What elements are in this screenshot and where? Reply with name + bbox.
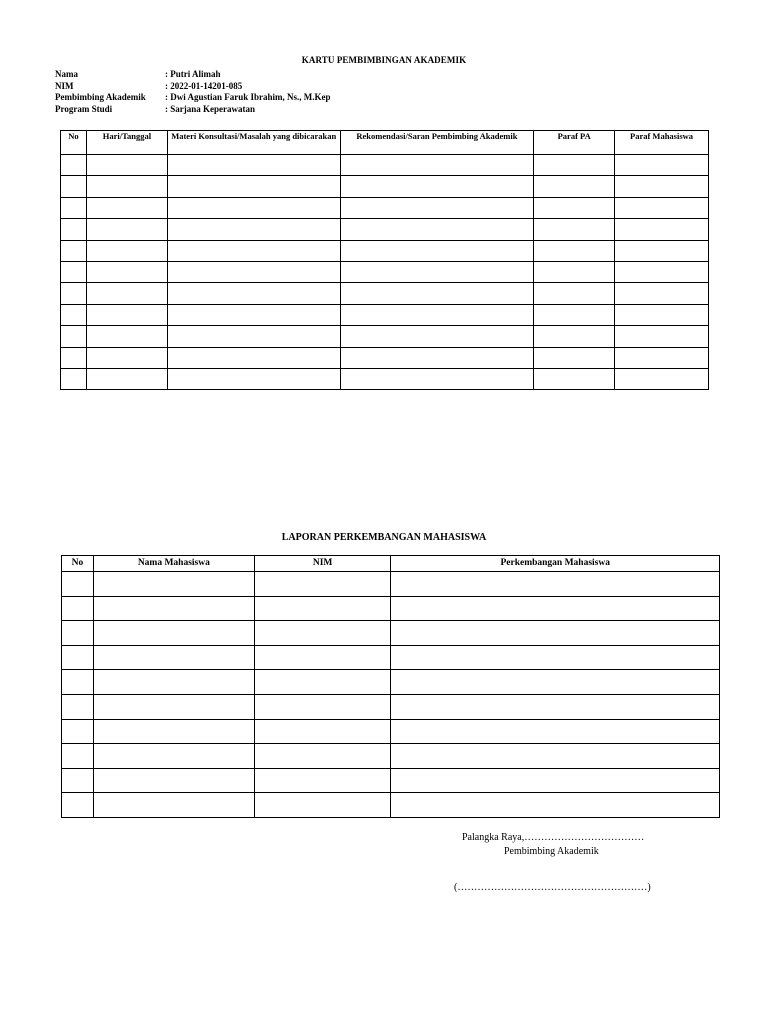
table-cell [615,326,709,347]
table-cell [254,694,391,719]
table-row [61,197,709,218]
table-cell [391,670,720,695]
table-cell [615,261,709,282]
report-title: LAPORAN PERKEMBANGAN MAHASISWA [281,532,487,543]
table-row [62,744,720,769]
table-cell [86,347,167,368]
info-value: : 2022-01-14201-085 [165,80,243,91]
table-cell [61,261,87,282]
table-cell [254,793,391,818]
table-cell [61,326,87,347]
info-value: : Dwi Agustian Faruk Ibrahim, Ns., M.Kep [165,92,331,102]
table-cell [254,645,391,670]
table-cell [340,155,534,176]
table-cell [340,176,534,197]
table-cell [340,283,534,304]
table-cell [61,368,87,389]
table-cell [391,719,720,744]
table-cell [167,368,340,389]
table-cell [167,261,340,282]
table-cell [391,793,720,818]
table-cell [62,645,94,670]
table-cell [93,572,254,597]
table-cell [391,572,720,597]
table-cell [534,176,615,197]
col-header-date: Hari/Tanggal [86,131,167,155]
table-cell [340,240,534,261]
table-cell [62,719,94,744]
table-cell [93,793,254,818]
table-cell [62,694,94,719]
progress-table [61,555,720,818]
table-cell [534,368,615,389]
table-cell [391,694,720,719]
consultation-table [60,130,709,390]
table-cell [61,304,87,325]
table-cell [86,304,167,325]
table-cell [391,645,720,670]
table-cell [93,744,254,769]
table-cell [167,155,340,176]
info-label: Nama [55,69,78,79]
table-cell [340,261,534,282]
table-cell [534,283,615,304]
col-header-nim: NIM [254,556,391,572]
col-header-recommendation: Rekomendasi/Saran Pembimbing Akademik [340,131,534,155]
card-title: KARTU PEMBIMBINGAN AKADEMIK [301,55,467,65]
table-cell [615,304,709,325]
info-value: : Sarjana Keperawatan [165,103,255,114]
table-cell [62,793,94,818]
table-cell [93,768,254,793]
table-cell [254,596,391,621]
table-row [61,326,709,347]
table-row [62,572,720,597]
table-cell [254,719,391,744]
table-header-row [62,556,720,572]
table-cell [615,197,709,218]
col-header-student-signature: Paraf Mahasiswa [615,131,709,155]
table-row [61,304,709,325]
table-cell [62,596,94,621]
info-label: Program Studi [55,103,113,114]
table-cell [167,240,340,261]
table-cell [534,155,615,176]
table-cell [254,572,391,597]
table-row [61,155,709,176]
table-cell [61,240,87,261]
table-cell [86,176,167,197]
table-cell [86,326,167,347]
table-row [62,719,720,744]
table-cell [391,621,720,646]
table-cell [615,368,709,389]
info-value: : Putri Alimah [165,69,221,79]
table-row [62,621,720,646]
table-cell [391,596,720,621]
table-row [61,240,709,261]
table-cell [86,155,167,176]
table-cell [93,719,254,744]
table-row [62,670,720,695]
table-row [61,219,709,240]
table-cell [615,283,709,304]
table-cell [615,176,709,197]
signature-role: Pembimbing Akademik [504,846,599,857]
table-cell [340,304,534,325]
table-cell [167,347,340,368]
table-cell [61,155,87,176]
table-row [62,793,720,818]
info-label: Pembimbing Akademik [55,92,146,102]
table-cell [254,744,391,769]
col-header-pa-signature: Paraf PA [534,131,615,155]
table-cell [340,219,534,240]
table-cell [61,283,87,304]
table-cell [615,347,709,368]
table-cell [534,219,615,240]
table-cell [61,176,87,197]
table-cell [167,304,340,325]
table-cell [167,176,340,197]
table-cell [167,219,340,240]
info-label: NIM [55,80,74,91]
table-cell [93,694,254,719]
table-row [62,768,720,793]
table-cell [62,670,94,695]
table-cell [93,621,254,646]
table-cell [340,368,534,389]
info-row-name [55,69,331,81]
table-cell [86,261,167,282]
table-cell [340,197,534,218]
col-header-student-name: Nama Mahasiswa [93,556,254,572]
table-cell [93,645,254,670]
table-cell [93,596,254,621]
table-row [61,283,709,304]
signature-name-blank: (…………………………………………………) [454,882,651,893]
table-row [61,261,709,282]
col-header-progress: Perkembangan Mahasiswa [391,556,720,572]
table-cell [86,368,167,389]
table-cell [86,240,167,261]
table-cell [391,744,720,769]
table-cell [615,240,709,261]
info-row-program [55,104,331,116]
signature-place-date: Palangka Raya,……………………………… [462,832,645,843]
table-cell [167,326,340,347]
table-cell [62,572,94,597]
table-cell [86,219,167,240]
table-cell [62,744,94,769]
table-cell [62,621,94,646]
table-row [61,176,709,197]
table-cell [534,240,615,261]
table-cell [254,670,391,695]
table-header-row [61,131,709,155]
table-cell [534,347,615,368]
table-cell [167,197,340,218]
table-cell [62,768,94,793]
table-cell [391,768,720,793]
table-cell [534,197,615,218]
info-row-nim [55,81,331,93]
student-info [55,69,331,115]
table-cell [61,219,87,240]
col-header-material: Materi Konsultasi/Masalah yang dibicarakan [167,131,340,155]
table-row [61,347,709,368]
table-cell [534,261,615,282]
table-cell [615,219,709,240]
table-cell [254,768,391,793]
table-row [61,368,709,389]
table-cell [534,326,615,347]
table-row [62,596,720,621]
info-row-advisor [55,92,331,104]
table-cell [86,283,167,304]
col-header-no: No [61,131,87,155]
table-cell [340,326,534,347]
table-cell [615,155,709,176]
col-header-no: No [62,556,94,572]
table-cell [340,347,534,368]
table-cell [254,621,391,646]
table-cell [534,304,615,325]
table-row [62,645,720,670]
table-row [62,694,720,719]
table-cell [61,197,87,218]
table-cell [167,283,340,304]
table-cell [93,670,254,695]
table-cell [61,347,87,368]
table-cell [86,197,167,218]
